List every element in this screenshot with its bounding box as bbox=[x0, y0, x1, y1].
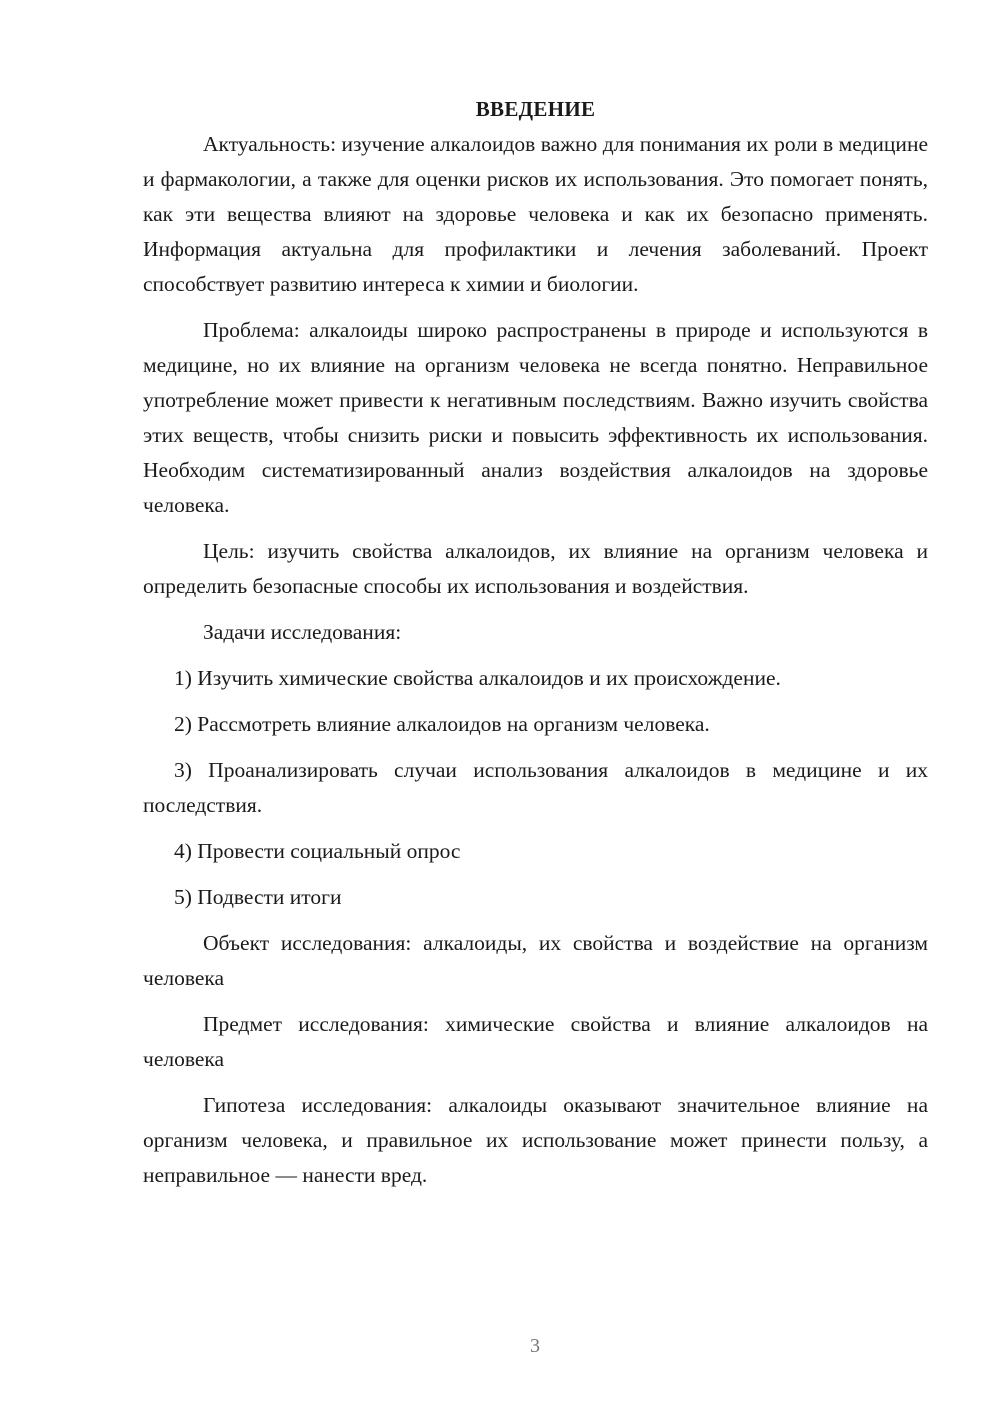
subject-paragraph: Предмет исследования: химические свойства и влияние алкалоидов на человека bbox=[143, 1012, 928, 1071]
list-item: 4) Провести социальный опрос bbox=[174, 839, 461, 863]
section-heading: ВВЕДЕНИЕ bbox=[475, 97, 596, 121]
list-item: 2) Рассмотреть влияние алкалоидов на организм человека. bbox=[174, 712, 710, 736]
relevance-paragraph: Актуальность: изучение алкалоидов важно для понимания их роли в медицине и фармакологии, а также для оценки рисков их использования. Это помогает понять, как эти вещества влияют на здоровье человека и как их безопасно применять. Информация актуальна для профилактики и лечения заболеваний. Проект способствует развитию интереса к химии и биологии. bbox=[143, 132, 928, 296]
tasks-intro: Задачи исследования: bbox=[203, 620, 402, 644]
list-item: 1) Изучить химические свойства алкалоидов и их происхождение. bbox=[174, 666, 781, 690]
tasks-list bbox=[143, 661, 928, 915]
list-item: 3) Проанализировать случаи использования алкалоидов в медицине и их последствия. bbox=[143, 758, 928, 817]
object-paragraph: Объект исследования: алкалоиды, их свойства и воздействие на организм человека bbox=[143, 931, 928, 990]
page-number: 3 bbox=[530, 1335, 540, 1357]
list-item: 5) Подвести итоги bbox=[174, 885, 342, 909]
goal-paragraph: Цель: изучить свойства алкалоидов, их влияние на организм человека и определить безопасные способы их использования и воздействия. bbox=[143, 539, 928, 598]
document-page bbox=[143, 92, 928, 1204]
problem-paragraph: Проблема: алкалоиды широко распространены в природе и используются в медицине, но их влияние на организм человека не всегда понятно. Неправильное употребление может привести к негативным последствиям. Важно изучить свойства этих веществ, чтобы снизить риски и повысить эффективность их использования. Необходим систематизированный анализ воздействия алкалоидов на здоровье человека. bbox=[143, 318, 928, 517]
hypothesis-paragraph: Гипотеза исследования: алкалоиды оказывают значительное влияние на организм человека, и правильное их использование может принести пользу, а неправильное — нанести вред. bbox=[143, 1093, 928, 1187]
